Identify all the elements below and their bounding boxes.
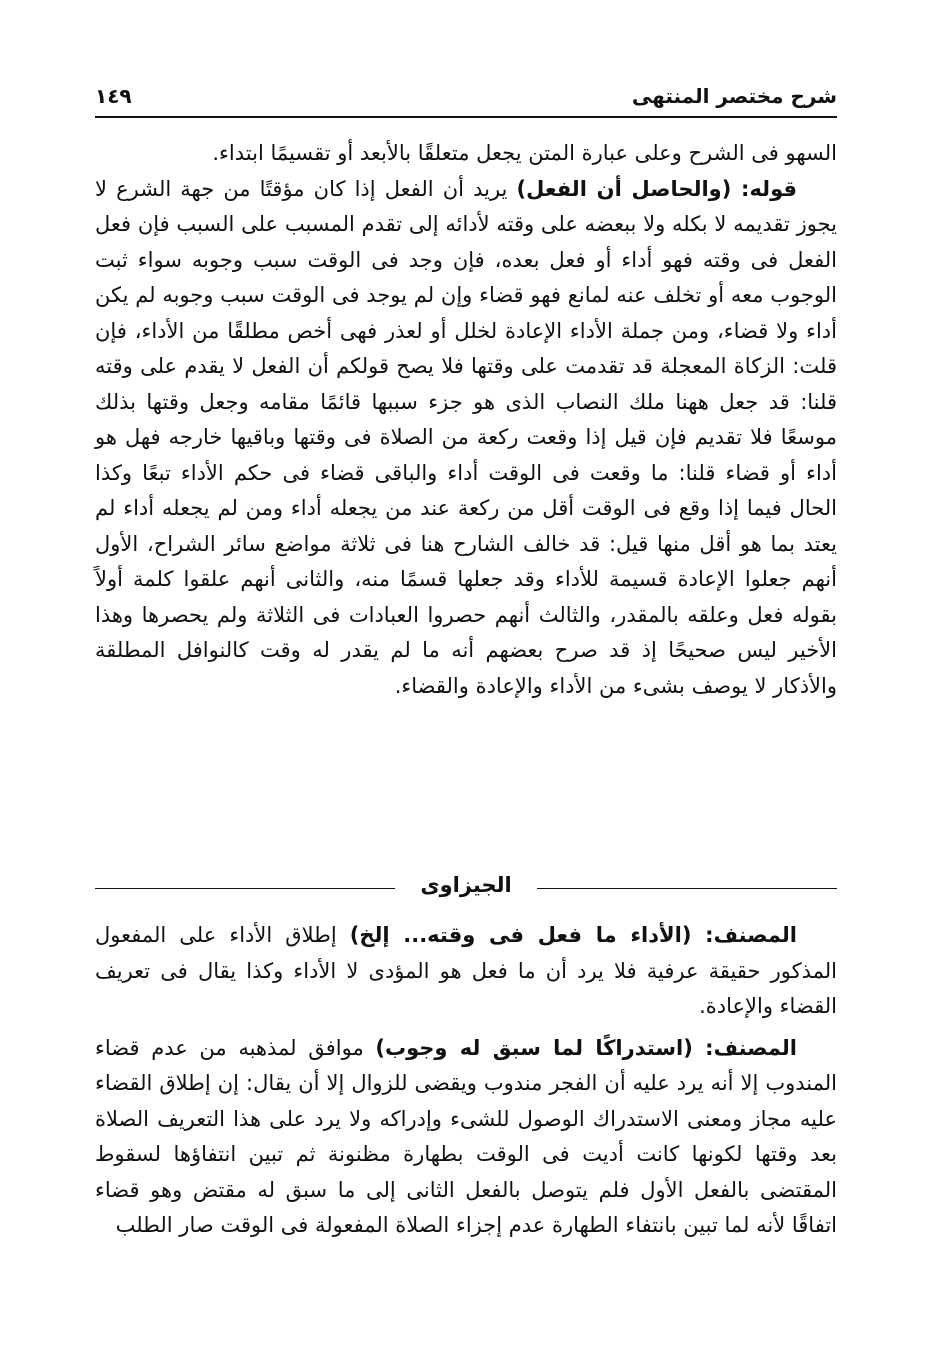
paragraph-lead: قوله: (والحاصل أن الفعل) bbox=[516, 176, 797, 201]
running-header bbox=[95, 82, 837, 118]
paragraph-lead: المصنف: (استدراكًا لما سبق له وجوب) bbox=[375, 1035, 797, 1060]
section-heading: الجيزاوى bbox=[420, 873, 512, 897]
paragraph bbox=[95, 172, 837, 705]
paragraph bbox=[95, 918, 837, 1025]
section-divider bbox=[95, 873, 837, 903]
paragraph bbox=[95, 136, 837, 172]
paragraph-text: موافق لمذهبه من عدم قضاء المندوب إلا أنه يرد عليه أن الفجر مندوب ويقضى للزوال إلا أن يقال: إن إطلاق القضاء عليه مجاز ومعنى الاستدراك الوصول للشىء وإدراكه ولا يرد على هذا التعريف الصلاة بعد وقتها لكونها كانت أديت فى الوقت بطهارة مظنونة ثم تبين انتفاؤها لسقوط المقتضى بالفعل الأول فلم يتوصل بالفعل الثانى إلى ما سبق له مقتض وهو قضاء اتفاقًا لأنه لما تبين بانتفاء الطهارة عدم إجزاء الصلاة المفعولة فى الوقت صار الطلب bbox=[95, 1035, 837, 1237]
paragraph-text: إطلاق الأداء على المفعول المذكور حقيقة عرفية فلا يرد أن ما فعل هو المؤدى لا الأداء وكذا يقال فى تعريف القضاء والإعادة. bbox=[95, 923, 837, 1018]
commentary-section bbox=[95, 136, 837, 704]
paragraph-lead: المصنف: (الأداء ما فعل فى وقته... إلخ) bbox=[349, 923, 798, 947]
paragraph-text: يريد أن الفعل إذا كان مؤقتًا من جهة الشرع لا يجوز تقديمه لا بكله ولا ببعضه على وقته لأدائه إلى تقدم المسبب على السبب فإن فعل الفعل فى وقته فهو أداء أو فعل بعده، فإن وجد فى الوقت سبب وجوبه سواء ثبت الوجوب معه أو تخلف عنه لمانع فهو قضاء وإن لم يوجد فى الوقت سبب وجوبه لم يكن أداء ولا قضاء، ومن جملة الأداء الإعادة لخلل أو لعذر فهى أخص مطلقًا من الأداء، فإن قلت: الزكاة المعجلة قد تقدمت على وقتها فلا يصح قولكم أن الفعل لا يقدم على وقته قلنا: قد جعل ههنا ملك النصاب الذى هو جزء سببها قائمًا مقامه وجعل وقتها بذلك موسعًا فلا تقديم فإن قيل إذا وقعت ركعة من الصلاة فى وقتها وباقيها خارجه فهل هو أداء أو قضاء قلنا: ما وقعت فى الوقت أداء والباقى قضاء فى حكم الأداء تبعًا وكذا الحال فيما إذا وقع فى الوقت أقل من ركعة عند من يجعله أداء ومن لم يجعله أداء لم يعتد بما هو أقل منها قيل: قد خالف الشارح هنا فى ثلاثة مواضع سائر الشراح، الأول أنهم جعلوا الإعادة قسيمة للأداء وقد جعلها قسمًا منه، والثانى أنهم علقوا كلمة أولاً بقوله فعل وعلقه بالمقدر، والثالث أنهم حصروا العبادات فى الثلاثة ولم يحصرها وهذا الأخير ليس صحيحًا إذ قد صرح بعضهم أنه ما لم يقدر له وقت كالنوافل المطلقة والأذكار لا يوصف بشىء من الأداء والإعادة والقضاء. bbox=[95, 176, 837, 698]
divider-line bbox=[95, 888, 395, 889]
book-title: شرح مختصر المنتهى bbox=[631, 84, 837, 108]
page-number: ١٤٩ bbox=[95, 84, 132, 108]
gloss-section bbox=[95, 918, 837, 1244]
divider-line bbox=[537, 888, 837, 889]
paragraph-text: السهو فى الشرح وعلى عبارة المتن يجعل متعلقًا بالأبعد أو تقسيمًا ابتداء. bbox=[212, 141, 837, 165]
paragraph bbox=[95, 1031, 837, 1244]
